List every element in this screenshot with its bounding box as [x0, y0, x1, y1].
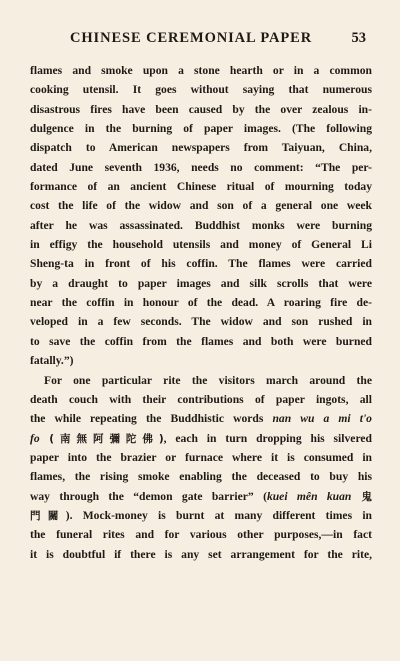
- romanized-chinese: fo: [30, 431, 40, 445]
- text-line: death couch with their contributions of paper ingots, all: [30, 392, 372, 406]
- page-number: 53: [351, 30, 366, 46]
- text-run: , each in turn dropping his silvered: [163, 431, 372, 445]
- text-line: fatally.”): [30, 354, 74, 368]
- text-line: paper into the brazier or furnace where it is consumed in: [30, 450, 372, 464]
- text-line: cooking utensil. It goes without saying that numerous: [30, 83, 372, 97]
- text-line: after he was assassinated. Buddhist monks were burning: [30, 218, 372, 232]
- text-line: Sheng-ta in front of his coffin. The flames were carried: [30, 257, 372, 271]
- text-line: flames, the rising smoke enabling the deceased to buy his: [30, 470, 372, 484]
- text-line: cost the life of the widow and son of a general one week: [30, 199, 372, 213]
- text-line: in effigy the household utensils and money of General Li: [30, 238, 372, 252]
- text-line: dated June seventh 1936, needs no comment: “The per-: [30, 160, 372, 174]
- text-run: way through the “demon gate barrier” (: [30, 489, 267, 503]
- paragraph-1: [30, 61, 372, 371]
- chinese-characters: 鬼: [351, 490, 372, 503]
- romanized-chinese: kuei mên kuan: [266, 489, 352, 503]
- text-line: dulgence in the burning of paper images. (The following: [30, 122, 372, 136]
- text-line: [30, 487, 372, 506]
- text-line: to save the coffin from the flames and both were burned: [30, 334, 372, 348]
- paragraph-2: [30, 371, 372, 564]
- text-line: [30, 429, 372, 448]
- chinese-characters: 門關: [30, 509, 66, 522]
- text-line: [30, 506, 372, 525]
- text-run: ). Mock-money is burnt at many different times in: [65, 508, 372, 522]
- running-head: [30, 30, 372, 52]
- text-line: by a draught to paper images and silk scrolls that were: [30, 276, 372, 290]
- text-line: [30, 409, 372, 428]
- text-line: veloped in a few seconds. The widow and son rushed in: [30, 315, 372, 329]
- text-line: dispatch to American newspapers from Taiyuan, China,: [30, 141, 372, 155]
- body-text: [30, 61, 372, 564]
- text-line: flames and smoke upon a stone hearth or in a common: [30, 64, 372, 77]
- text-line: near the coffin in honour of the dead. A roaring fire de-: [30, 296, 372, 310]
- text-line: the funeral rites and for various other purposes,—in fact: [30, 528, 372, 542]
- text-line: it is doubtful if there is any set arrangement for the rite,: [30, 547, 372, 561]
- romanized-chinese: nan wu a mi t'o: [272, 412, 372, 426]
- text-line: disastrous fires have been caused by the over zealous in-: [30, 102, 372, 116]
- text-line: formance of an ancient Chinese ritual of mourning today: [30, 180, 372, 194]
- chinese-characters: (南無阿彌陀佛): [39, 432, 164, 445]
- running-title: CHINESE CEREMONIAL PAPER: [70, 30, 313, 46]
- text-line: For one particular rite the visitors march around the: [44, 373, 372, 387]
- text-run: the while repeating the Buddhistic words: [30, 412, 273, 426]
